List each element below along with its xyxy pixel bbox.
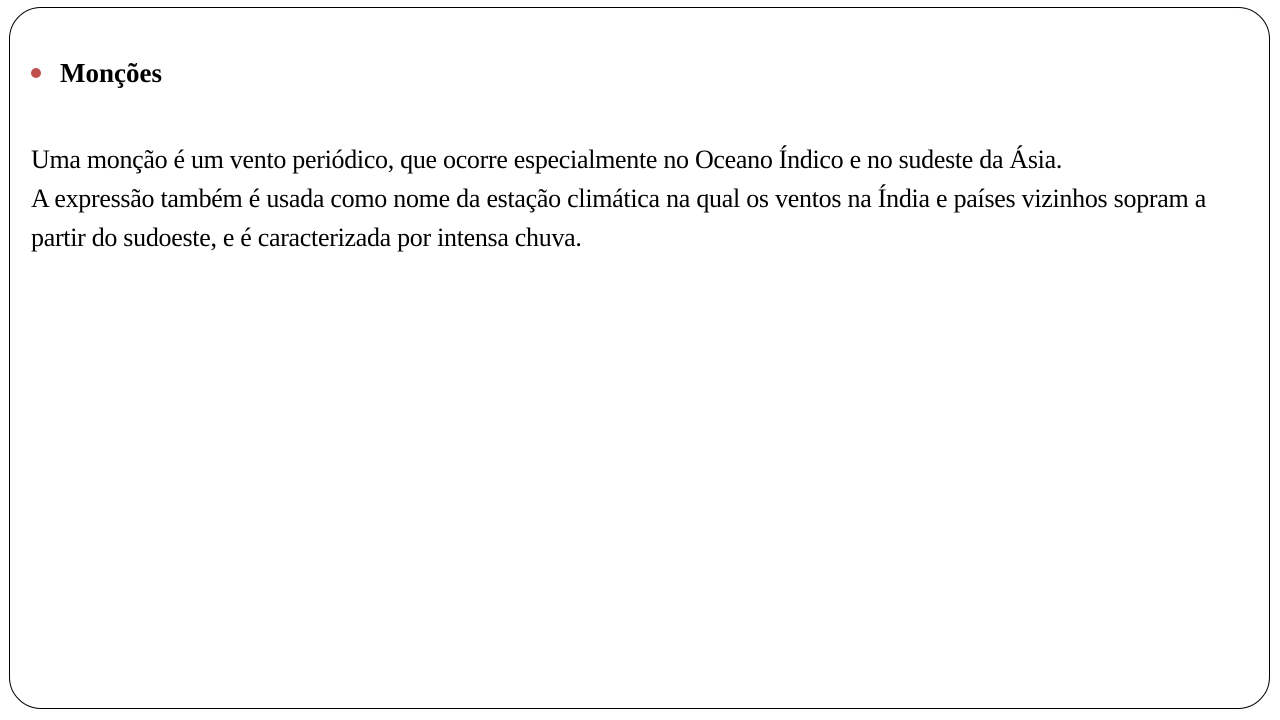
paragraph-line-2: A expressão também é usada como nome da estação climática na qual os ventos na Índia e países vizinhos sopram a partir do sudoeste, e é caracterizada por intensa chuva. — [31, 184, 1206, 252]
body-paragraph — [31, 140, 1206, 257]
paragraph-line-1: Uma monção é um vento periódico, que ocorre especialmente no Oceano Índico e no sudeste da Ásia. — [31, 145, 1063, 174]
slide-heading: Monções — [60, 58, 162, 88]
heading-row — [31, 56, 162, 90]
bullet-icon — [31, 68, 41, 78]
slide-frame — [9, 7, 1270, 709]
